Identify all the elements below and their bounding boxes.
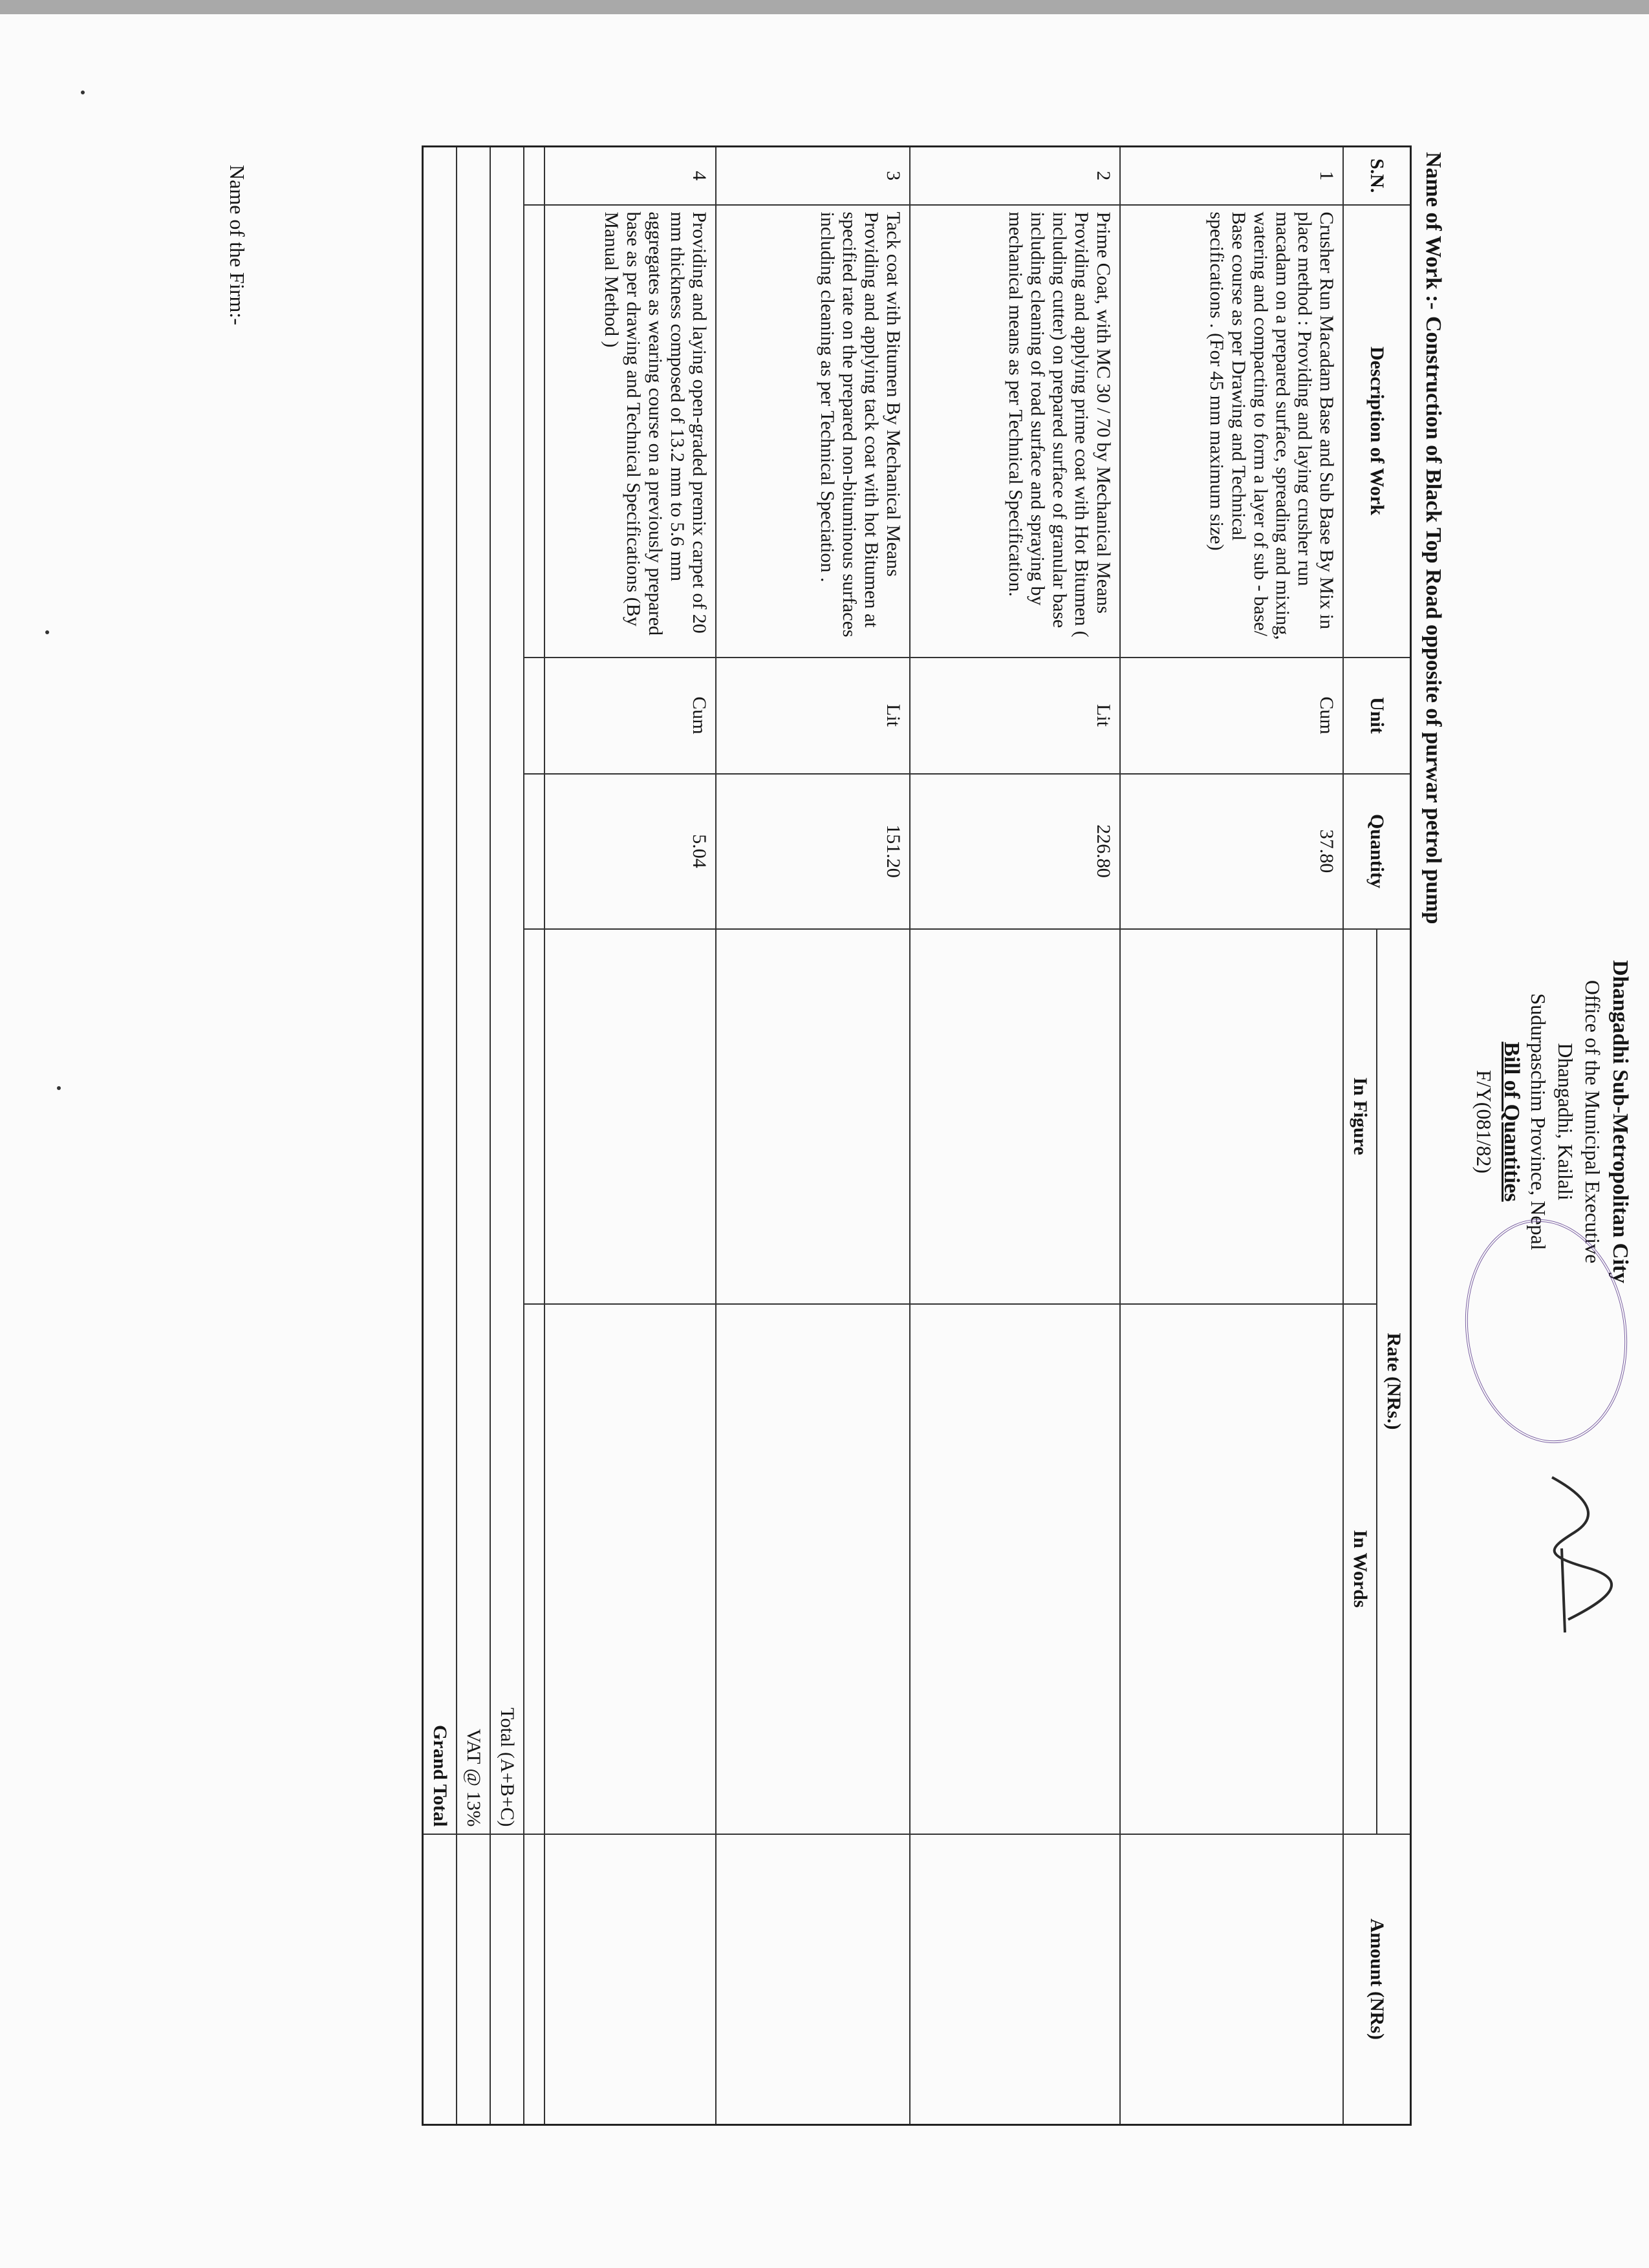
work-label: Name of Work :- [1421, 152, 1445, 310]
work-title [1421, 152, 1445, 924]
table-row [910, 147, 1120, 2125]
sn-cell: 4 [544, 147, 716, 205]
rate-in-words-header: In Words [1343, 1304, 1377, 1834]
fiscal-year: F/Y(081/82) [1472, 1070, 1496, 1173]
rate-figure-cell [544, 929, 716, 1304]
org-name: Dhangadhi Sub-Metropolitan City [1608, 959, 1632, 1284]
grand-total-amount-cell [423, 1834, 457, 2125]
rate-words-cell [716, 1304, 910, 1834]
amount-cell [716, 1834, 910, 2125]
rate-words-cell [910, 1304, 1120, 1834]
table-row [1120, 147, 1343, 2125]
quantity-cell: 37.80 [1120, 774, 1343, 929]
sn-cell: 1 [1120, 147, 1343, 205]
spacer-row [524, 147, 544, 2125]
document-title: Bill of Quantities [1500, 1042, 1524, 1202]
vat-label: VAT @ 13% [457, 147, 490, 1834]
office-name: Office of the Municipal Executive [1581, 979, 1604, 1264]
rate-header: Rate (NRs.) [1377, 929, 1411, 1834]
header-row [1377, 147, 1411, 2125]
grand-total-row [423, 147, 457, 2125]
amount-cell [910, 1834, 1120, 2125]
description-cell: Tack coat with Bitumen By Mechanical Means Providing and applying tack coat with hot Bitumen at specified rate on the prepared non-bituminous surfaces including cleaning as per Technical Speciation . [716, 205, 910, 658]
total-amount-cell [490, 1834, 524, 2125]
sn-header: S.N. [1343, 147, 1411, 205]
scan-speck [45, 630, 49, 634]
table-row [544, 147, 716, 2125]
amount-cell [1120, 1834, 1343, 2125]
quantity-cell: 151.20 [716, 774, 910, 929]
table-row [716, 147, 910, 2125]
rate-words-cell [544, 1304, 716, 1834]
quantity-header: Quantity [1343, 774, 1411, 929]
description-cell: Prime Coat, with MC 30 / 70 by Mechanical Means Providing and applying prime coat with Hot Bitumen ( including cutter) on prepared surface of granular base including cleaning of road surface and spraying by mechanical means as per Technical Specification. [910, 205, 1120, 658]
scan-speck [57, 1086, 61, 1090]
unit-cell: Cum [544, 658, 716, 774]
rate-words-cell [1120, 1304, 1343, 1834]
rate-figure-cell [1120, 929, 1343, 1304]
quantity-cell: 5.04 [544, 774, 716, 929]
signature [1526, 1471, 1613, 1639]
quantity-cell: 226.80 [910, 774, 1120, 929]
total-label: Total (A+B+C) [490, 147, 524, 1834]
province: Sudurpaschim Province, Nepal [1527, 993, 1550, 1250]
rate-figure-cell [910, 929, 1120, 1304]
scan-edge [0, 0, 1649, 14]
vat-row [457, 147, 490, 2125]
description-header: Description of Work [1343, 205, 1411, 658]
sn-cell: 3 [716, 147, 910, 205]
rate-figure-cell [716, 929, 910, 1304]
unit-cell: Lit [716, 658, 910, 774]
unit-cell: Lit [910, 658, 1120, 774]
description-cell: Crusher Run Macadam Base and Sub Base By Mix in place method : Providing and laying crusher run macadam on a prepared surface, spreading and mixing, watering and compacting to form a layer of sub - base/ Base course as per Drawing and Technical specifications . (For 45 mm maximum size) [1120, 205, 1343, 658]
description-cell: Providing and laying open-graded premix carpet of 20 mm thickness composed of 13.2 mm to 5.6 mm aggregates as wearing course on a previously prepared base as per drawing and Technical Specifications (By Manual Method ) [544, 205, 716, 658]
grand-total-label: Grand Total [423, 147, 457, 1834]
amount-header: Amount (NRs) [1343, 1834, 1411, 2125]
sn-cell: 2 [910, 147, 1120, 205]
bill-of-quantities-sheet [113, 126, 1639, 2117]
location: Dhangadhi, Kailali [1554, 1043, 1577, 1201]
total-row [490, 147, 524, 2125]
amount-cell [544, 1834, 716, 2125]
scan-speck [81, 91, 85, 94]
unit-header: Unit [1343, 658, 1411, 774]
boq-table [422, 145, 1412, 2126]
work-name: Construction of Black Top Road opposite of purwar petrol pump [1421, 316, 1445, 925]
firm-name-label: Name of the Firm:- [226, 165, 249, 325]
vat-amount-cell [457, 1834, 490, 2125]
unit-cell: Cum [1120, 658, 1343, 774]
rate-in-figure-header: In Figure [1343, 929, 1377, 1304]
